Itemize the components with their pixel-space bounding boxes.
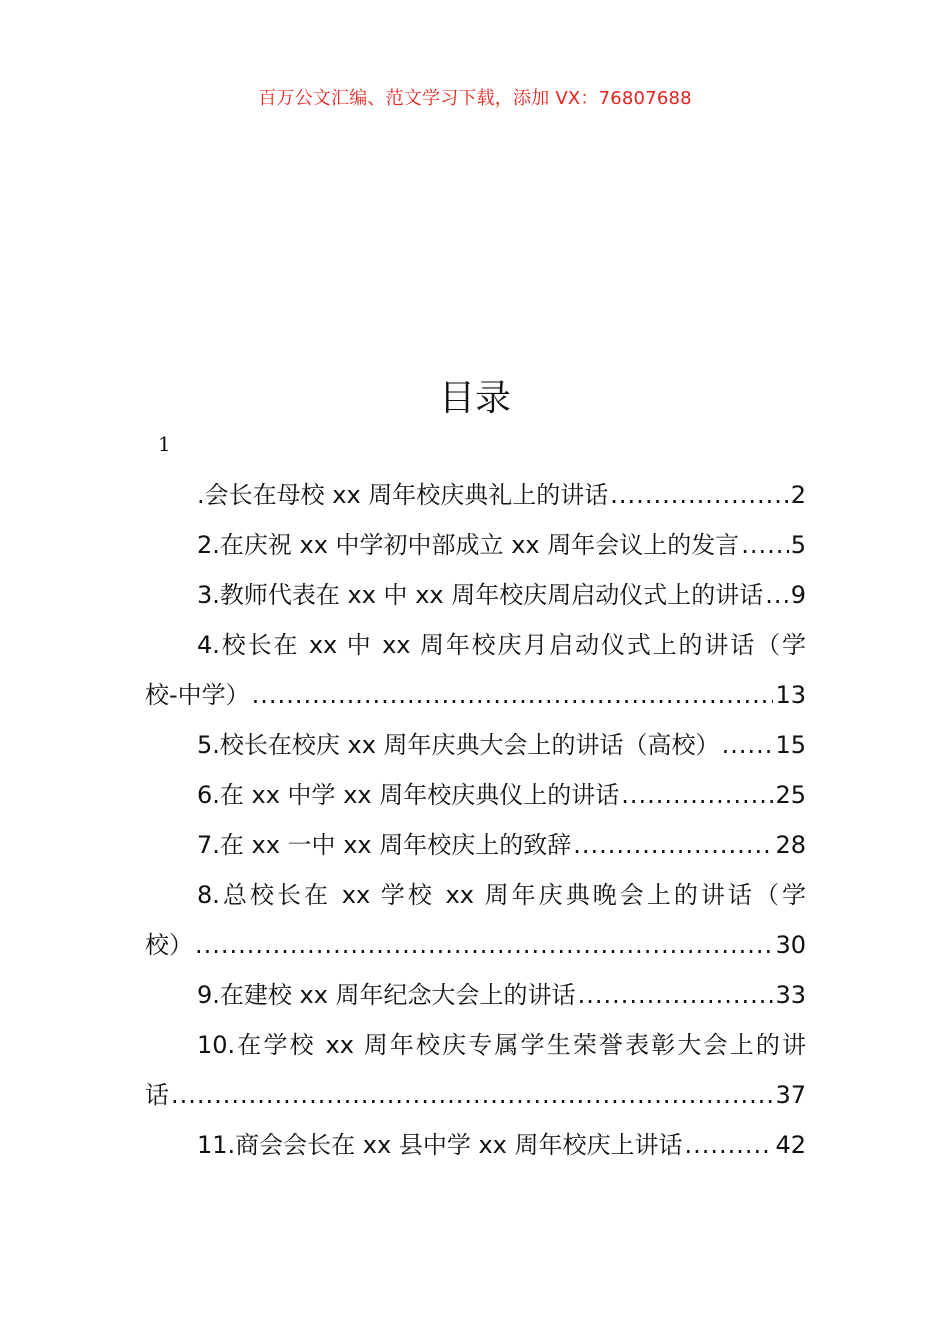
toc-entry-page: 15: [775, 731, 806, 759]
toc-entry-line: [145, 1070, 806, 1120]
page-number-marker: 1: [158, 432, 171, 456]
toc-leader-dots: [578, 970, 774, 1020]
toc-leader-dots: [610, 470, 788, 520]
toc-entry-line: [145, 620, 806, 670]
table-of-contents: [145, 470, 806, 1170]
toc-entry-title: 9.在建校 xx 周年纪念大会上的讲话: [197, 981, 576, 1009]
toc-entry-page: 9: [790, 581, 806, 609]
toc-leader-dots: [195, 920, 773, 970]
toc-entry-line: [145, 470, 806, 520]
toc-entry[interactable]: [145, 570, 806, 620]
toc-entry-page: 30: [775, 931, 806, 959]
toc-entry-page: 13: [775, 681, 806, 709]
toc-entry-title: 5.校长在校庆 xx 周年庆典大会上的讲话（高校）: [197, 731, 720, 759]
toc-entry[interactable]: [145, 820, 806, 870]
toc-entry-title: 4.校长在 xx 中 xx 周年校庆月启动仪式上的讲话（学: [197, 631, 806, 659]
toc-entry[interactable]: [145, 470, 806, 520]
toc-leader-dots: [171, 1070, 773, 1120]
toc-entry-line: [145, 720, 806, 770]
toc-entry-title: 8.总校长在 xx 学校 xx 周年庆典晚会上的讲话（学: [197, 881, 806, 909]
toc-entry[interactable]: [145, 770, 806, 820]
toc-entry-page: 33: [775, 981, 806, 1009]
toc-entry-line: [145, 520, 806, 570]
toc-leader-dots: [722, 720, 774, 770]
toc-entry-line: [145, 820, 806, 870]
toc-entry-page: 5: [790, 531, 806, 559]
toc-entry-line: [145, 1020, 806, 1070]
toc-entry-title: 2.在庆祝 xx 中学初中部成立 xx 周年会议上的发言: [197, 531, 740, 559]
toc-leader-dots: [765, 570, 788, 620]
toc-entry-title-continued: 话: [145, 1081, 169, 1109]
toc-entry-title-continued: 校）: [145, 931, 193, 959]
toc-leader-dots: [573, 820, 773, 870]
toc-entry-page: 42: [775, 1131, 806, 1159]
toc-entry-title: 6.在 xx 中学 xx 周年校庆典仪上的讲话: [197, 781, 620, 809]
toc-entry-page: 25: [775, 781, 806, 809]
toc-entry-title: 11.商会会长在 xx 县中学 xx 周年校庆上讲话: [197, 1131, 683, 1159]
toc-entry-line: [145, 670, 806, 720]
toc-leader-dots: [741, 520, 788, 570]
toc-entry-line: [145, 1120, 806, 1170]
toc-entry[interactable]: [145, 720, 806, 770]
toc-leader-dots: [685, 1120, 774, 1170]
toc-entry[interactable]: [145, 970, 806, 1020]
toc-entry[interactable]: [145, 1120, 806, 1170]
toc-entry-page: 37: [775, 1081, 806, 1109]
toc-entry-title: .会长在母校 xx 周年校庆典礼上的讲话: [197, 481, 609, 509]
toc-entry-line: [145, 970, 806, 1020]
toc-entry-title: 7.在 xx 一中 xx 周年校庆上的致辞: [197, 831, 572, 859]
toc-leader-dots: [621, 770, 773, 820]
toc-leader-dots: [252, 670, 774, 720]
toc-entry-page: 28: [775, 831, 806, 859]
toc-entry-page: 2: [790, 481, 806, 509]
toc-entry-title: 3.教师代表在 xx 中 xx 周年校庆周启动仪式上的讲话: [197, 581, 764, 609]
toc-entry[interactable]: [145, 1020, 806, 1120]
toc-entry-line: [145, 770, 806, 820]
toc-entry[interactable]: [145, 520, 806, 570]
toc-entry-title: 10.在学校 xx 周年校庆专属学生荣誉表彰大会上的讲: [197, 1031, 806, 1059]
toc-entry[interactable]: [145, 620, 806, 720]
toc-entry-line: [145, 920, 806, 970]
toc-entry-line: [145, 570, 806, 620]
toc-entry-line: [145, 870, 806, 920]
toc-entry-title-continued: 校-中学）: [145, 681, 250, 709]
toc-entry[interactable]: [145, 870, 806, 970]
promo-header: 百万公文汇编、范文学习下载，添加 VX：76807688: [258, 88, 692, 109]
page-title: 目录: [438, 378, 511, 419]
